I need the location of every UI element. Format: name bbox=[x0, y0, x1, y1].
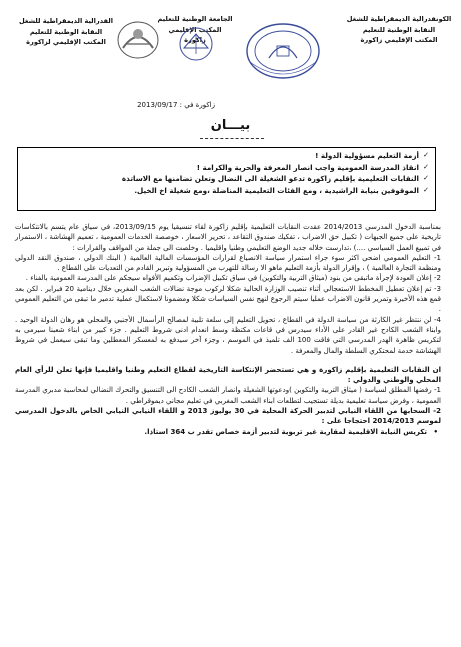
header-left-line-3: المكتب الإقليمي لزاكورة bbox=[26, 38, 106, 46]
slogans-box bbox=[17, 147, 436, 211]
transition-paragraph: ان النقابات التعليمية بإقليم زاكورة و هي تستحضر الإنتكاسة التاريخية لقطاع التعليم وطنيا واقليميا فإنها تعلن للرأي العام المحلي والوطني والدولي : bbox=[15, 364, 441, 385]
slogan-item-continuation: ✓ الموقوفين بنيابة الراشيدية ، ومع الفئات التعليمية المناضلة ،ومع شغيلة اخ الخيل. bbox=[24, 185, 419, 197]
paragraph-gap bbox=[15, 356, 441, 365]
header-left-line-1: الفدرالية الديمقراطية للشغل bbox=[18, 17, 114, 25]
header-left-line-2: النقابة الوطنية للتعليم bbox=[29, 27, 103, 36]
bullet-item: • تكريس النيابة الاقليمية لمقاربة غير تربوية لتدبير أزمة خصاص تقدر ب 364 استاذا. bbox=[15, 427, 441, 437]
slogan-item: ✓ أزمة التعليم مسؤولية الدولة ! bbox=[24, 150, 419, 162]
header-right-line-2: النقابة الوطنية للتعليم bbox=[362, 25, 436, 34]
header-center-line-3: زاكورة bbox=[184, 36, 206, 44]
intro-paragraph: بمناسبة الدخول المدرسي 2014/2013 عقدت النقابات التعليمية بإقليم زاكورة لقاء تنسيقيا يوم 2013/09/15، في سياق عام يتسم بالانتكاسات تاريخية على جميع الجبهات ( تكبيل حق الاضراب ، تفكيك صندوق التقاعد ، تحرير الاسعار ، خوصصة الخدمات العمومية ، تعميم الهشاشة ، الاستمرار في تمييع العمل السياسي ....) ،تدارست خلاله جديد الوضع التعليمي وطنيا واقليميا . وخلصت الى جملة من المواقف والقرارات : bbox=[15, 222, 441, 252]
decision-point: 1- التعليم العمومي اضحى اكثر سوء جراء استمرار سياسة الانصياع لقرارات المؤسسات المالية العالمية ( البنك الدولي ، صندوق النقد الدولي ومنظمة التجارة العالمية ) ، وإقرار الدولة بأزمة التعليم ماهو الا رسالة للتهرب من المسؤولية وتبرير القادم من التعديات على القطاع . bbox=[15, 252, 441, 273]
decision-point: 4- لن ننتظر غير الكارثة من سياسة الدولة في القطاع ، تحويل التعليم إلى سلعة تلبية لمصالح الرأسمال الأجنبي والمحلي هو رهان الدولة الوحيد . وابناء الشعب الكادح غير القادر على الأداء سيدرس في قاعات مكتظة وسط انعدام ادنى شروط التعليم . جزء كبير من ابناء شعبنا سيرمى به لتكريس ظاهرة الهدر المدرسي التي فاقت 100 الف تلميذ في الموسم ، وجزء آخر سيدفع به لمعسكر المعطلين وما تبقى سيعمل في شروط الهشاشة خدمة لمحتكري السلطة والمال والمعرفة . bbox=[15, 314, 441, 355]
announcement-item: 1- رفضها المطلق لسياسة ( ميثاق التربية والتكوين )ودعوتها الشغيلة وانصار الشعب الكادح الى التنسيق والتحرك النضالي لمحاسبة مدبري المدرسة العمومية ، وفرض سياسة تعليمية بديلة تستجيب لتطلعات ابناء الشعب المغربي في تعليم مجاني ديموقراطي . bbox=[15, 385, 441, 405]
date-arabic: زاكورة في : 2013/09/17 bbox=[137, 101, 215, 109]
decision-point: 3- تم إعلان تعطيل المخطط الاستعجالي أثناء تنصيب الوزارة الحالية شكلا لركوب موجة نضالات الشعب المغربي خلال دينامية 20 فبراير . لكن بعد قمع هذه الأخيرة وتمرير قانون الاضراب عمليا سيتم الرجوع لنهج نفس السياسات شكلا ومضمونا لاستكمال عملية تدمير ما تبقى من التعليم العمومي . bbox=[15, 283, 442, 314]
document-title: بيـــان bbox=[210, 118, 251, 133]
decision-point: 2- إعلان العودة لإجرأة ماتبقى من بنود (ميثاق التربية والتكوين) في سياق تكبيل الإضراب وتكميم الأفواه سيجكم على المدرسة العمومية بالفناء . bbox=[25, 273, 441, 283]
slogan-item: ✓ انقاذ المدرسة العمومية واجب انصار المعرفة والحرية والكرامة ! bbox=[24, 162, 419, 174]
fne-seal-icon bbox=[244, 22, 322, 80]
header-center-line-1: الجامعة الوطنية للتعليم bbox=[157, 15, 233, 23]
title-underline bbox=[200, 138, 264, 139]
announcement-item: 2- السحابها من اللقاء النيابي لتدبير الحركة المحلية في 30 يوليوز 2013 و اللقاء النيابي النيابي الخاص بالدخول المدرسي لموسم 2014/2013 احتجاجا على : bbox=[15, 406, 441, 426]
header-right-line-3: المكتب الإقليمي زاكورة bbox=[360, 36, 438, 44]
statement-body bbox=[15, 222, 441, 437]
fne-emblem-icon bbox=[168, 24, 224, 64]
header-left-union bbox=[12, 16, 120, 48]
header-right-union bbox=[345, 14, 453, 46]
header-right-line-1: الكونفدرالية الديمقراطية للشغل bbox=[346, 15, 452, 23]
header-center-line-2: المكتب الإقليمي bbox=[168, 25, 222, 34]
slogan-item: ✓ النقابات التعليمية بإقليم زاكورة تدعو الشغيلة الى النضال وتعلن تضامنها مع الاساتذة bbox=[24, 173, 419, 185]
cdt-logo-icon bbox=[115, 18, 161, 62]
